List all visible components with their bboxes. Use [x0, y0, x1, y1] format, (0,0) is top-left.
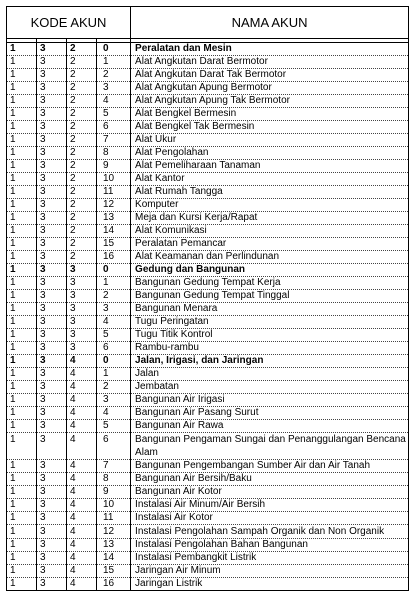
kode-akun-table-container: [6, 6, 408, 591]
account-name-cell: Peralatan dan Mesin: [131, 43, 409, 56]
code-level-2-cell: 3: [37, 147, 67, 160]
code-level-3-cell: 3: [67, 303, 97, 316]
code-level-1-cell: 1: [7, 43, 37, 56]
account-name-cell: Instalasi Air Minum/Air Bersih: [131, 499, 409, 512]
code-level-4-cell: 1: [97, 277, 131, 290]
code-level-1-cell: 1: [7, 460, 37, 473]
code-level-2-cell: 3: [37, 186, 67, 199]
account-name-cell: Alat Angkutan Apung Tak Bermotor: [131, 95, 409, 108]
code-level-1-cell: 1: [7, 225, 37, 238]
code-level-1-cell: 1: [7, 160, 37, 173]
code-level-4-cell: 6: [97, 433, 131, 460]
table-row: [7, 108, 409, 121]
code-level-1-cell: 1: [7, 486, 37, 499]
code-level-2-cell: 3: [37, 355, 67, 368]
code-level-2-cell: 3: [37, 95, 67, 108]
code-level-4-cell: 3: [97, 303, 131, 316]
table-row: [7, 565, 409, 578]
table-row: [7, 539, 409, 552]
code-level-2-cell: 3: [37, 199, 67, 212]
code-level-2-cell: 3: [37, 264, 67, 277]
table-row: [7, 512, 409, 525]
account-name-cell: Alat Angkutan Darat Tak Bermotor: [131, 69, 409, 82]
code-level-1-cell: 1: [7, 525, 37, 539]
code-level-2-cell: 3: [37, 460, 67, 473]
code-level-1-cell: 1: [7, 394, 37, 407]
code-level-1-cell: 1: [7, 368, 37, 381]
code-level-3-cell: 4: [67, 565, 97, 578]
code-level-2-cell: 3: [37, 381, 67, 394]
table-row: [7, 199, 409, 212]
code-level-1-cell: 1: [7, 251, 37, 264]
code-level-1-cell: 1: [7, 56, 37, 69]
table-row: [7, 173, 409, 186]
code-level-4-cell: 0: [97, 264, 131, 277]
code-level-2-cell: 3: [37, 56, 67, 69]
code-level-1-cell: 1: [7, 147, 37, 160]
code-level-4-cell: 6: [97, 121, 131, 134]
table-row: [7, 251, 409, 264]
code-level-4-cell: 9: [97, 486, 131, 499]
code-level-2-cell: 3: [37, 329, 67, 342]
code-level-3-cell: 4: [67, 512, 97, 525]
table-row: [7, 56, 409, 69]
code-level-2-cell: 3: [37, 486, 67, 499]
nama-akun-header: NAMA AKUN: [131, 7, 409, 39]
account-name-cell: Alat Rumah Tangga: [131, 186, 409, 199]
account-name-cell: Rambu-rambu: [131, 342, 409, 355]
code-level-4-cell: 7: [97, 134, 131, 147]
code-level-1-cell: 1: [7, 342, 37, 355]
code-level-4-cell: 5: [97, 420, 131, 433]
account-name-cell: Bangunan Air Irigasi: [131, 394, 409, 407]
table-row: [7, 134, 409, 147]
table-row: [7, 277, 409, 290]
code-level-3-cell: 4: [67, 381, 97, 394]
code-level-3-cell: 2: [67, 238, 97, 251]
account-name-cell: Instalasi Pembangkit Listrik: [131, 552, 409, 565]
account-name-cell: Bangunan Gedung Tempat Tinggal: [131, 290, 409, 303]
account-name-cell: Alat Bengkel Tak Bermesin: [131, 121, 409, 134]
code-level-2-cell: 3: [37, 394, 67, 407]
code-level-1-cell: 1: [7, 539, 37, 552]
table-row: [7, 303, 409, 316]
code-level-1-cell: 1: [7, 69, 37, 82]
code-level-2-cell: 3: [37, 342, 67, 355]
table-header-row: [7, 7, 409, 39]
code-level-3-cell: 4: [67, 525, 97, 539]
table-row: [7, 473, 409, 486]
code-level-4-cell: 11: [97, 512, 131, 525]
code-level-4-cell: 16: [97, 578, 131, 591]
code-level-3-cell: 2: [67, 225, 97, 238]
code-level-4-cell: 2: [97, 69, 131, 82]
table-row: [7, 460, 409, 473]
table-row: [7, 525, 409, 539]
code-level-2-cell: 3: [37, 512, 67, 525]
code-level-4-cell: 13: [97, 212, 131, 225]
code-level-3-cell: 4: [67, 539, 97, 552]
code-level-3-cell: 2: [67, 160, 97, 173]
code-level-1-cell: 1: [7, 121, 37, 134]
code-level-3-cell: 2: [67, 69, 97, 82]
account-name-cell: Instalasi Pengolahan Bahan Bangunan: [131, 539, 409, 552]
code-level-2-cell: 3: [37, 565, 67, 578]
code-level-3-cell: 3: [67, 342, 97, 355]
code-level-4-cell: 0: [97, 43, 131, 56]
code-level-3-cell: 3: [67, 316, 97, 329]
code-level-1-cell: 1: [7, 433, 37, 460]
account-name-cell: Bangunan Air Rawa: [131, 420, 409, 433]
code-level-4-cell: 3: [97, 394, 131, 407]
code-level-3-cell: 2: [67, 173, 97, 186]
table-row: [7, 433, 409, 460]
code-level-3-cell: 3: [67, 290, 97, 303]
code-level-1-cell: 1: [7, 238, 37, 251]
table-row: [7, 368, 409, 381]
code-level-2-cell: 3: [37, 160, 67, 173]
table-row: [7, 147, 409, 160]
code-level-3-cell: 2: [67, 212, 97, 225]
code-level-3-cell: 4: [67, 460, 97, 473]
code-level-3-cell: 3: [67, 264, 97, 277]
table-row: [7, 342, 409, 355]
code-level-4-cell: 1: [97, 56, 131, 69]
code-level-2-cell: 3: [37, 552, 67, 565]
code-level-4-cell: 14: [97, 225, 131, 238]
table-row: [7, 499, 409, 512]
code-level-3-cell: 4: [67, 552, 97, 565]
account-name-cell: Jaringan Listrik: [131, 578, 409, 591]
code-level-3-cell: 4: [67, 499, 97, 512]
code-level-3-cell: 4: [67, 578, 97, 591]
code-level-4-cell: 15: [97, 238, 131, 251]
account-name-cell: Bangunan Pengembangan Sumber Air dan Air Tanah: [131, 460, 409, 473]
code-level-2-cell: 3: [37, 407, 67, 420]
code-level-1-cell: 1: [7, 316, 37, 329]
code-level-1-cell: 1: [7, 355, 37, 368]
code-level-2-cell: 3: [37, 134, 67, 147]
code-level-1-cell: 1: [7, 108, 37, 121]
code-level-1-cell: 1: [7, 407, 37, 420]
code-level-1-cell: 1: [7, 82, 37, 95]
code-level-3-cell: 4: [67, 394, 97, 407]
account-name-cell: Instalasi Pengolahan Sampah Organik dan Non Organik: [131, 525, 409, 539]
code-level-4-cell: 1: [97, 368, 131, 381]
code-level-1-cell: 1: [7, 499, 37, 512]
code-level-3-cell: 2: [67, 56, 97, 69]
table-row: [7, 225, 409, 238]
code-level-2-cell: 3: [37, 69, 67, 82]
code-level-2-cell: 3: [37, 316, 67, 329]
code-level-3-cell: 2: [67, 251, 97, 264]
code-level-1-cell: 1: [7, 329, 37, 342]
account-name-cell: Komputer: [131, 199, 409, 212]
table-row: [7, 578, 409, 591]
account-name-cell: Alat Pemeliharaan Tanaman: [131, 160, 409, 173]
account-name-cell: Alat Angkutan Apung Bermotor: [131, 82, 409, 95]
code-level-4-cell: 8: [97, 147, 131, 160]
account-name-cell: Bangunan Gedung Tempat Kerja: [131, 277, 409, 290]
code-level-4-cell: 2: [97, 381, 131, 394]
code-level-4-cell: 11: [97, 186, 131, 199]
code-level-4-cell: 12: [97, 525, 131, 539]
account-name-cell: Alat Pengolahan: [131, 147, 409, 160]
account-name-cell: Jaringan Air Minum: [131, 565, 409, 578]
table-row: [7, 43, 409, 56]
code-level-4-cell: 10: [97, 499, 131, 512]
code-level-3-cell: 4: [67, 486, 97, 499]
code-level-1-cell: 1: [7, 264, 37, 277]
code-level-1-cell: 1: [7, 565, 37, 578]
account-name-cell: Bangunan Air Pasang Surut: [131, 407, 409, 420]
table-row: [7, 355, 409, 368]
code-level-2-cell: 3: [37, 473, 67, 486]
table-row: [7, 264, 409, 277]
code-level-2-cell: 3: [37, 539, 67, 552]
code-level-1-cell: 1: [7, 578, 37, 591]
code-level-1-cell: 1: [7, 277, 37, 290]
account-name-cell: Bangunan Menara: [131, 303, 409, 316]
code-level-1-cell: 1: [7, 212, 37, 225]
code-level-4-cell: 12: [97, 199, 131, 212]
account-name-cell: Bangunan Air Bersih/Baku: [131, 473, 409, 486]
code-level-2-cell: 3: [37, 82, 67, 95]
code-level-4-cell: 8: [97, 473, 131, 486]
account-name-cell: Alat Angkutan Darat Bermotor: [131, 56, 409, 69]
code-level-1-cell: 1: [7, 303, 37, 316]
code-level-3-cell: 4: [67, 407, 97, 420]
code-level-1-cell: 1: [7, 473, 37, 486]
account-name-cell: Jalan, Irigasi, dan Jaringan: [131, 355, 409, 368]
code-level-2-cell: 3: [37, 212, 67, 225]
code-level-2-cell: 3: [37, 238, 67, 251]
account-name-cell: Instalasi Air Kotor: [131, 512, 409, 525]
code-level-2-cell: 3: [37, 225, 67, 238]
table-row: [7, 238, 409, 251]
code-level-4-cell: 5: [97, 329, 131, 342]
account-name-cell: Tugu Peringatan: [131, 316, 409, 329]
table-row: [7, 186, 409, 199]
table-row: [7, 486, 409, 499]
code-level-4-cell: 4: [97, 316, 131, 329]
code-level-3-cell: 2: [67, 95, 97, 108]
code-level-1-cell: 1: [7, 186, 37, 199]
table-row: [7, 160, 409, 173]
account-name-cell: Alat Komunikasi: [131, 225, 409, 238]
account-name-cell: Jembatan: [131, 381, 409, 394]
code-level-3-cell: 2: [67, 147, 97, 160]
code-level-3-cell: 4: [67, 368, 97, 381]
code-level-3-cell: 2: [67, 82, 97, 95]
account-name-cell: Bangunan Pengaman Sungai dan Penanggulangan Bencana Alam: [131, 433, 409, 460]
code-level-3-cell: 3: [67, 277, 97, 290]
table-row: [7, 407, 409, 420]
code-level-3-cell: 2: [67, 108, 97, 121]
code-level-3-cell: 3: [67, 329, 97, 342]
account-name-cell: Alat Ukur: [131, 134, 409, 147]
code-level-1-cell: 1: [7, 290, 37, 303]
table-row: [7, 394, 409, 407]
account-name-cell: Gedung dan Bangunan: [131, 264, 409, 277]
code-level-1-cell: 1: [7, 512, 37, 525]
code-level-4-cell: 4: [97, 407, 131, 420]
account-name-cell: Tugu Titik Kontrol: [131, 329, 409, 342]
code-level-4-cell: 4: [97, 95, 131, 108]
account-name-cell: Alat Kantor: [131, 173, 409, 186]
code-level-4-cell: 0: [97, 355, 131, 368]
account-name-cell: Meja dan Kursi Kerja/Rapat: [131, 212, 409, 225]
account-name-cell: Peralatan Pemancar: [131, 238, 409, 251]
code-level-4-cell: 10: [97, 173, 131, 186]
kode-akun-table: [6, 6, 409, 591]
code-level-3-cell: 2: [67, 43, 97, 56]
code-level-4-cell: 15: [97, 565, 131, 578]
code-level-4-cell: 3: [97, 82, 131, 95]
code-level-1-cell: 1: [7, 95, 37, 108]
code-level-3-cell: 2: [67, 186, 97, 199]
code-level-3-cell: 4: [67, 473, 97, 486]
code-level-1-cell: 1: [7, 420, 37, 433]
table-row: [7, 95, 409, 108]
table-row: [7, 420, 409, 433]
code-level-4-cell: 2: [97, 290, 131, 303]
table-row: [7, 121, 409, 134]
code-level-3-cell: 4: [67, 420, 97, 433]
code-level-2-cell: 3: [37, 303, 67, 316]
code-level-3-cell: 4: [67, 355, 97, 368]
code-level-1-cell: 1: [7, 199, 37, 212]
code-level-4-cell: 6: [97, 342, 131, 355]
table-row: [7, 69, 409, 82]
code-level-3-cell: 2: [67, 199, 97, 212]
code-level-1-cell: 1: [7, 552, 37, 565]
code-level-4-cell: 13: [97, 539, 131, 552]
code-level-2-cell: 3: [37, 251, 67, 264]
account-name-cell: Alat Bengkel Bermesin: [131, 108, 409, 121]
code-level-4-cell: 5: [97, 108, 131, 121]
code-level-2-cell: 3: [37, 578, 67, 591]
account-name-cell: Bangunan Air Kotor: [131, 486, 409, 499]
code-level-2-cell: 3: [37, 108, 67, 121]
table-row: [7, 212, 409, 225]
account-name-cell: Jalan: [131, 368, 409, 381]
code-level-2-cell: 3: [37, 499, 67, 512]
account-name-cell: Alat Keamanan dan Perlindunan: [131, 251, 409, 264]
code-level-4-cell: 7: [97, 460, 131, 473]
table-row: [7, 381, 409, 394]
code-level-4-cell: 14: [97, 552, 131, 565]
table-body: [7, 43, 409, 591]
code-level-1-cell: 1: [7, 381, 37, 394]
code-level-2-cell: 3: [37, 121, 67, 134]
code-level-4-cell: 16: [97, 251, 131, 264]
code-level-3-cell: 4: [67, 433, 97, 460]
table-row: [7, 290, 409, 303]
table-row: [7, 316, 409, 329]
code-level-1-cell: 1: [7, 173, 37, 186]
kode-akun-header: KODE AKUN: [7, 7, 131, 39]
code-level-1-cell: 1: [7, 134, 37, 147]
table-row: [7, 552, 409, 565]
code-level-2-cell: 3: [37, 368, 67, 381]
code-level-2-cell: 3: [37, 420, 67, 433]
code-level-2-cell: 3: [37, 43, 67, 56]
table-row: [7, 329, 409, 342]
code-level-2-cell: 3: [37, 173, 67, 186]
table-row: [7, 82, 409, 95]
code-level-2-cell: 3: [37, 277, 67, 290]
code-level-2-cell: 3: [37, 525, 67, 539]
code-level-4-cell: 9: [97, 160, 131, 173]
code-level-3-cell: 2: [67, 121, 97, 134]
code-level-2-cell: 3: [37, 290, 67, 303]
code-level-2-cell: 3: [37, 433, 67, 460]
code-level-3-cell: 2: [67, 134, 97, 147]
